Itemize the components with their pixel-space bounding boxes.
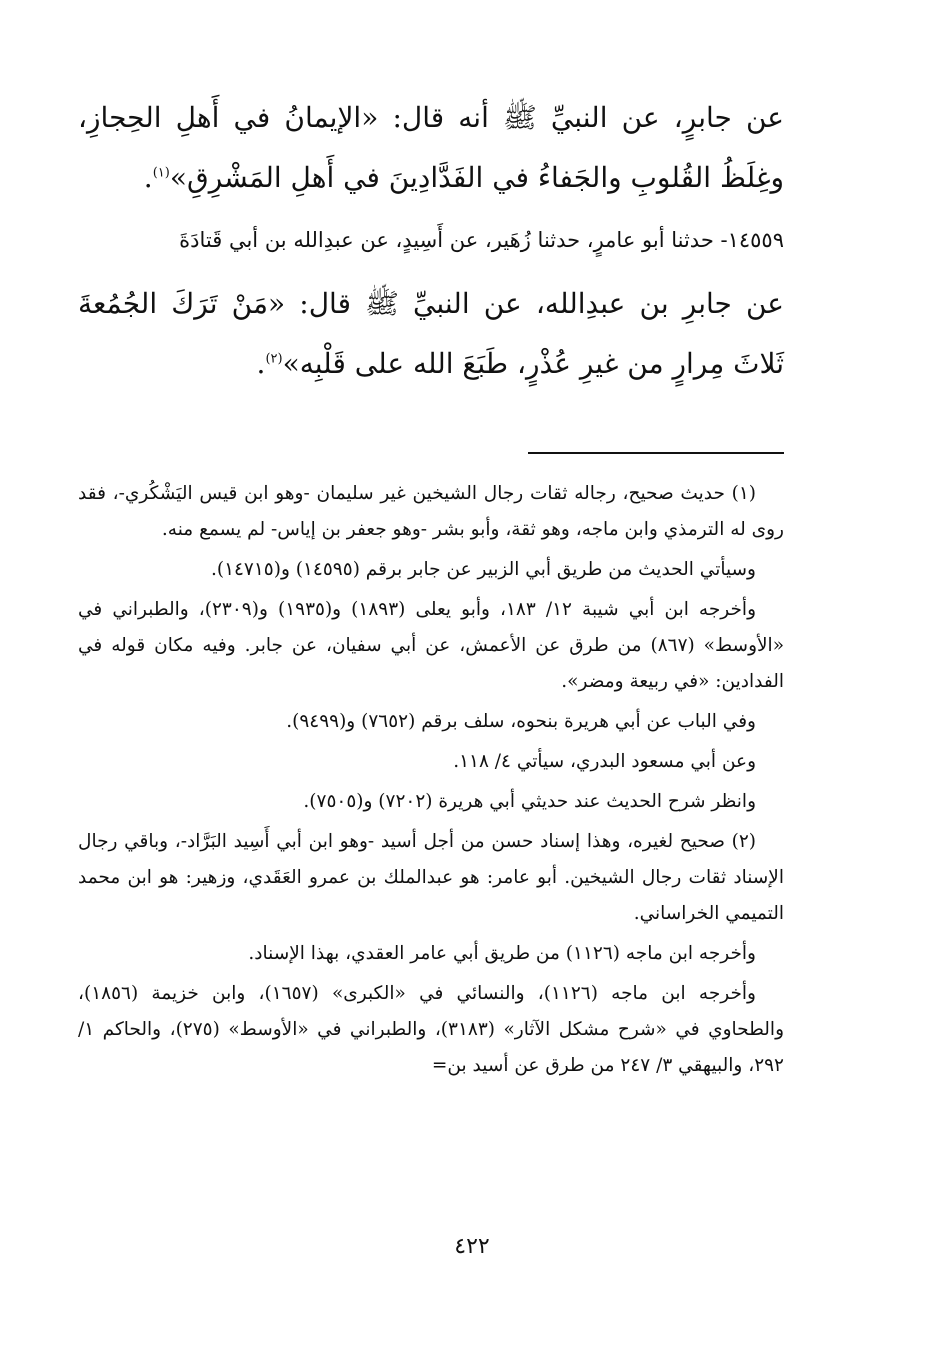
footnote: وعن أبي مسعود البدري، سيأتي ٤/ ١١٨. [453, 751, 756, 772]
punctuation: . [256, 347, 266, 380]
footnote: وفي الباب عن أبي هريرة بنحوه، سلف برقم (٧٦٥٢) و(٩٤٩٩). [286, 711, 756, 732]
footnote: وأخرجه ابن أبي شيبة ١٢/ ١٨٣، وأبو يعلى (١٨٩٣) و(١٩٣٥) و(٢٣٠٩)، والطبراني في «الأوسط» (٨٦٧) من طرق عن الأعمش، عن أبي سفيان، عن جابر. وفيه مكان قوله في الفدادين: «في ربيعة ومضر». [78, 599, 785, 692]
footnote-separator [528, 452, 784, 454]
main-text [78, 88, 784, 394]
footnote-marker[interactable]: (٢) [265, 351, 283, 367]
footnote: وأخرجه ابن ماجه (١١٢٦)، والنسائي في «الكبرى» (١٦٥٧)، وابن خزيمة (١٨٥٦)، والطحاوي في «شرح مشكل الآثار» (٣١٨٣)، والطبراني في «الأوسط» (٢٧٥)، والحاكم ١/ ٢٩٢، والبيهقي ٣/ ٢٤٧ من طرق عن أسيد بن= [78, 983, 784, 1076]
hadith-text: عن جابرِ بن عبدِالله، عن النبيِّ ﷺ قال: «مَنْ تَرَكَ الجُمُعةَ ثَلاثَ مِرارٍ من غيرِ عُذْرٍ، طَبَعَ الله على قَلْبِه» [78, 287, 784, 380]
footnote: وانظر شرح الحديث عند حديثي أبي هريرة (٧٢٠٢) و(٧٥٠٥). [303, 791, 756, 812]
footnotes [78, 476, 784, 1088]
footnote: وأخرجه ابن ماجه (١١٢٦) من طريق أبي عامر العقدي، بهذا الإسناد. [248, 943, 756, 964]
hadith-paragraph [78, 88, 784, 208]
page-number: ٤٢٢ [454, 1234, 490, 1259]
hadith-paragraph [78, 274, 784, 394]
footnote-marker[interactable]: (١) [152, 165, 170, 181]
isnad-paragraph: ١٤٥٥٩- حدثنا أبو عامرٍ، حدثنا زُهَير، عن أَسِيدٍ، عن عبدِالله بن أبي قَتادَةَ [179, 228, 784, 252]
footnote: وسيأتي الحديث من طريق أبي الزبير عن جابر برقم (١٤٥٩٥) و(١٤٧١٥). [210, 559, 756, 580]
hadith-text: عن جابرٍ، عن النبيِّ ﷺ أنه قال: «الإيمانُ في أَهلِ الحِجازِ، وغِلَظُ القُلوبِ والجَفاءُ في الفَدَّادِينَ في أَهلِ المَشْرِقِ» [78, 101, 784, 194]
footnote: (٢) صحيح لغيره، وهذا إسناد حسن من أجل أسيد -وهو ابن أبي أَسِيد البَرَّاد-، وباقي رجال الإسناد ثقات رجال الشيخين. أبو عامر: هو عبدالملك بن عمرو العَقَدي، وزهير: هو ابن محمد التميمي الخراساني. [78, 831, 784, 924]
footnote: (١) حديث صحيح، رجاله ثقات رجال الشيخين غير سليمان -وهو ابن قيس اليَشْكُري-، فقد روى له الترمذي وابن ماجه، وهو ثقة، وأبو بشر -وهو جعفر بن إياس- لم يسمع منه. [78, 483, 784, 540]
punctuation: . [143, 161, 153, 194]
